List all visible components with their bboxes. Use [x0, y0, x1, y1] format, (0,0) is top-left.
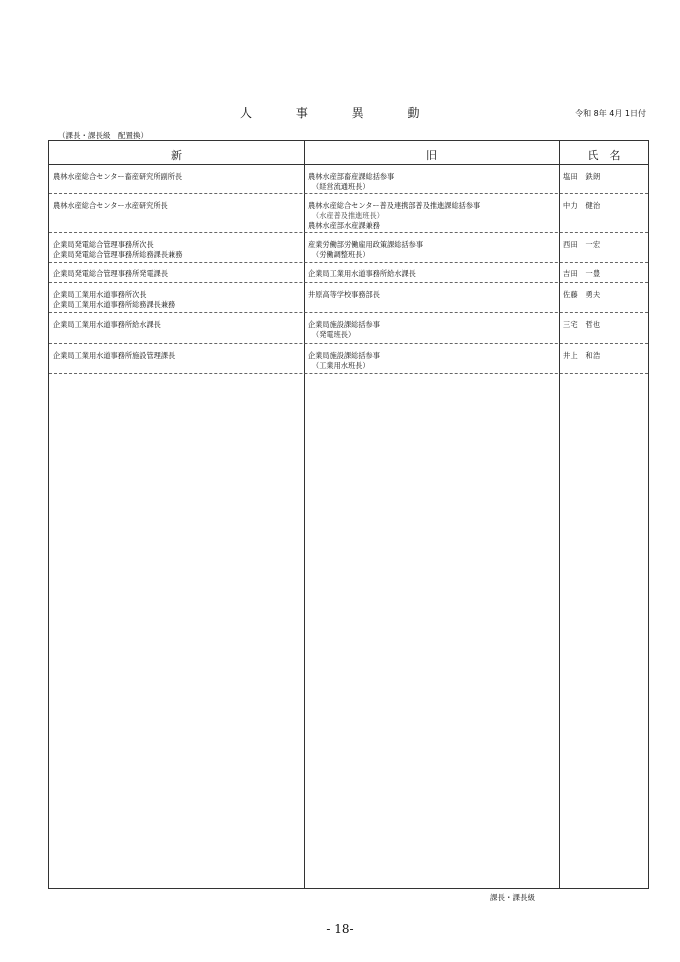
table-header	[49, 141, 648, 165]
old-position-line: （労働調整班長）	[312, 249, 370, 259]
old-position	[308, 320, 380, 340]
page-number: - 18-	[326, 922, 354, 936]
new-position-line: 企業局工業用水道事務所総務課長兼務	[53, 299, 176, 309]
table-row	[49, 283, 648, 313]
new-position	[53, 172, 182, 182]
header-name: 氏 名	[587, 149, 621, 162]
person-name: 井上 和浩	[563, 351, 601, 360]
old-position	[308, 240, 423, 260]
new-position	[53, 290, 175, 310]
old-position-line: 産業労働部労働雇用政策課総括参事	[308, 240, 424, 249]
effective-date: 令和 8年 4月 1日付	[575, 109, 646, 118]
new-position	[53, 240, 182, 260]
new-position	[53, 269, 168, 279]
new-position-line: 企業局工業用水道事務所次長	[53, 290, 147, 299]
footer-category-label: 課長・課長級	[490, 893, 535, 902]
new-position	[53, 351, 175, 361]
old-position	[308, 172, 394, 192]
document-title: 人 事 異 動	[240, 106, 440, 120]
person-name: 三宅 哲也	[563, 320, 601, 329]
old-position-line: 農林水産総合センター普及連携部普及推進課総括参事	[308, 201, 481, 210]
person-name: 中力 健治	[563, 201, 601, 210]
old-position	[308, 201, 480, 230]
header-old: 旧	[426, 149, 437, 162]
person-name: 吉田 一豊	[563, 269, 601, 278]
old-position	[308, 290, 380, 300]
old-position-line: 企業局施設課総括参事	[308, 351, 380, 360]
new-position	[53, 201, 168, 211]
new-position-line: 農林水産総合センター畜産研究所副所長	[53, 172, 183, 181]
new-position-line: 企業局発電総合管理事務所発電課長	[53, 269, 169, 278]
table-row	[49, 344, 648, 374]
old-position-line: （水産普及推進班長）	[312, 210, 384, 220]
new-position-line: 農林水産総合センター水産研究所長	[53, 201, 168, 210]
table-row	[49, 165, 648, 194]
person-name: 西田 一宏	[563, 240, 601, 249]
old-position-line: 企業局工業用水道事務所給水課長	[308, 269, 416, 278]
personnel-table	[48, 140, 649, 889]
new-position-line: 企業局工業用水道事務所給水課長	[53, 320, 161, 329]
old-position-line: 企業局施設課総括参事	[308, 320, 380, 329]
old-position	[308, 269, 416, 279]
table-row	[49, 313, 648, 344]
new-position	[53, 320, 161, 330]
table-row	[49, 233, 648, 263]
table-row	[49, 263, 648, 283]
old-position-line: 農林水産部水産課兼務	[308, 220, 380, 230]
old-position	[308, 351, 380, 371]
old-position-line: （工業用水班長）	[312, 360, 370, 370]
table-row	[49, 194, 648, 233]
new-position-line: 企業局工業用水道事務所施設管理課長	[53, 351, 176, 360]
new-position-line: 企業局発電総合管理事務所次長	[53, 240, 154, 249]
old-position-line: （経営流通班長）	[312, 181, 370, 191]
old-position-line: 農林水産部畜産課総括参事	[308, 172, 395, 181]
old-position-line: （発電班長）	[312, 329, 356, 339]
person-name: 塩田 鉄朗	[563, 172, 601, 181]
old-position-line: 井原高等学校事務部長	[308, 290, 380, 299]
new-position-line: 企業局発電総合管理事務所総務課長兼務	[53, 249, 183, 259]
header-new: 新	[171, 149, 182, 162]
table-body	[49, 165, 648, 374]
category-label: （課長・課長級 配置換）	[58, 131, 148, 140]
person-name: 佐藤 勇夫	[563, 290, 601, 299]
